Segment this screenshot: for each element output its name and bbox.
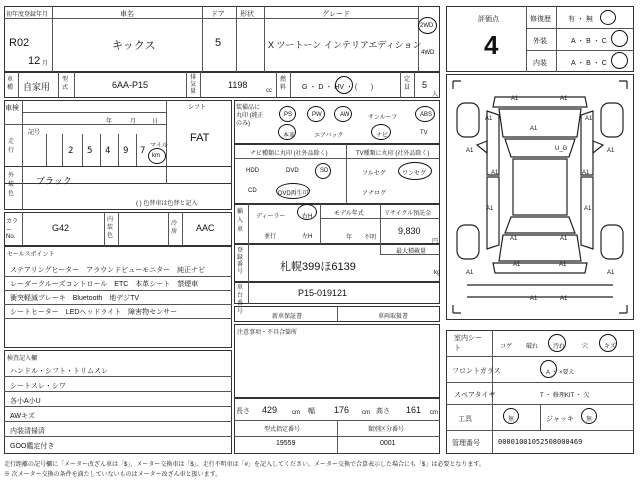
car-diagram <box>447 75 633 319</box>
colorno-label: カラーNo. <box>6 219 19 240</box>
import-label: 輸入車 <box>237 209 244 233</box>
record-label: 記号 <box>28 130 41 136</box>
spare-label: スペアタイヤ <box>454 392 496 399</box>
sales-label: セールスポイント <box>7 252 55 258</box>
model-year-label: モデル年式 <box>334 211 364 217</box>
nav-dvd-play: DVD再生可 <box>278 191 309 197</box>
seat-option: コゲ <box>500 344 513 350</box>
plate-label: 登録番号 <box>237 248 244 275</box>
seat-option: 破れ <box>526 344 539 350</box>
yen-unit: 円 <box>432 239 439 245</box>
interior-circle <box>611 52 628 69</box>
model-name: キックス <box>112 40 156 52</box>
damage-mark: A1 <box>530 296 538 302</box>
width-unit: cm <box>362 410 370 416</box>
nav-sd: SD <box>320 168 329 174</box>
chassis-value: P15-019121 <box>298 288 348 298</box>
mileage-digit: 9 <box>123 146 129 156</box>
jack-circle <box>581 408 597 424</box>
shift-value: FAT <box>190 132 210 144</box>
nav-title: ナビ種類に丸印 (社外品除く) <box>250 151 328 157</box>
ac-label: 冷房 <box>171 221 178 235</box>
insp-day: 日 <box>152 119 159 125</box>
seat-dirt-circle <box>548 334 566 352</box>
sales-line: ステアリングヒーター アラウンドビューモニター 純正ナビ <box>10 267 206 274</box>
insp-year: 年 <box>106 119 113 125</box>
grade-label: グレード <box>322 11 350 18</box>
type-cert-label: 型式指定番号 <box>264 427 301 433</box>
ac-value: AAC <box>196 223 215 233</box>
damage-mark: A1 <box>485 116 493 122</box>
grade-value: X ツートーン インテリアエディション <box>268 40 422 50</box>
equip-tv: TV <box>420 130 428 136</box>
equip-pw-circle <box>307 106 325 122</box>
plate-value: 札幌399ほ6139 <box>280 261 356 273</box>
interior-options: A ・ B ・ C <box>571 60 607 67</box>
door-label: ドア <box>211 11 225 18</box>
nav-sd-circle <box>315 163 331 179</box>
drive-4wd: 4WD <box>421 50 435 56</box>
glass-options: A ・ ×要え <box>546 370 575 376</box>
equip-ps-circle <box>279 106 296 122</box>
length-value: 429 <box>262 405 278 415</box>
tv-title: TV種類に丸印 (社外品除く) <box>356 151 430 157</box>
spare-options: T ・ 修理KIT ・ 欠 <box>540 393 590 399</box>
damage-mark: A1 <box>466 148 474 154</box>
capacity-value: 5 <box>422 80 428 90</box>
colorno-value: G42 <box>52 223 70 233</box>
damage-mark: A1 <box>607 270 615 276</box>
displacement-label: 排気量 <box>190 75 197 95</box>
damage-mark: A1 <box>491 170 499 176</box>
footer-line-1: 走行距離の記号欄に「メーター改ざん車は「$」、メーター交換車は「$」、走行不明車は「#」を記入してください。メーター交換で合算表示した場合にも「$」は必要となります。 <box>4 462 485 468</box>
repair-label: 修復歴 <box>530 16 551 23</box>
insp-month: 月 <box>130 119 137 125</box>
inspection-label: 車検 <box>5 105 19 112</box>
width-label: 幅 <box>308 408 315 415</box>
door-count: 5 <box>215 37 222 49</box>
kind-label: 車種 <box>7 77 14 91</box>
color-box <box>4 166 232 210</box>
damage-mark: A1 <box>582 170 590 176</box>
damage-mark: A1 <box>560 96 568 102</box>
damage-mark: A1 <box>530 126 538 132</box>
import-right-h: 右H <box>302 214 313 220</box>
mileage-label: 走行 <box>8 139 15 154</box>
seat-label: 室内シート <box>454 335 482 352</box>
repair-circle <box>600 10 616 25</box>
reg-year-value: R02 <box>9 37 30 49</box>
right-h-circle <box>297 204 317 220</box>
tools-circle <box>503 408 519 424</box>
seat-scratch-circle <box>599 334 617 352</box>
notes-label: 注意事項・不具合箇所 <box>237 330 298 336</box>
damage-mark: A1 <box>607 148 615 154</box>
height-unit: cm <box>430 410 438 416</box>
equip-navi-circle <box>371 124 391 140</box>
equip-ps: PS <box>284 112 293 118</box>
fuel-options: G ・ D ・ HV ・ ( ) <box>302 84 374 91</box>
seat-option: キズ <box>604 344 616 350</box>
equipment-title: 装備品に丸印 (純正のみ) <box>236 105 264 127</box>
repair-options: 有 ・ 無 <box>568 16 593 23</box>
management-label: 管理番号 <box>452 440 480 447</box>
glass-a-circle <box>540 360 557 378</box>
persons-unit: 人 <box>432 92 439 98</box>
interior-label: 内装 <box>533 60 547 67</box>
tv-analog: アナログ <box>362 191 387 197</box>
damage-mark: A1 <box>560 296 568 302</box>
height-label: 高さ <box>376 408 390 415</box>
damage-mark: A1 <box>560 236 568 242</box>
footer-line-2: ※ 次メーター交換の条件を満たしていないものはメーター改ざん車と扱います。 <box>4 472 222 478</box>
length-unit: cm <box>292 410 300 416</box>
type-cert-value: 19559 <box>276 440 296 447</box>
mile-label: マイル <box>150 143 168 149</box>
exterior-label: 外装 <box>533 38 547 45</box>
nav-cd: CD <box>248 188 257 194</box>
seat-option: 汚れ <box>553 344 566 350</box>
height-value: 161 <box>406 405 422 415</box>
month-unit: 月 <box>42 61 49 67</box>
equip-navi: ナビ <box>376 133 389 139</box>
katashiki-label: 型式 <box>62 77 69 91</box>
model-year-value: 不明 <box>364 235 377 241</box>
jack-value: 無 <box>586 417 593 423</box>
model-label: 車名 <box>120 11 134 18</box>
width-value: 176 <box>334 405 350 415</box>
drive-2wd: 2WD <box>420 23 434 29</box>
class-value: 0001 <box>380 440 396 447</box>
shape-label: 形状 <box>240 11 254 18</box>
damage-mark: A1 <box>559 262 567 268</box>
mileage-digit: 5 <box>87 146 93 156</box>
equip-leather: 本革 <box>283 133 296 139</box>
usage-type: 自家用 <box>23 82 51 92</box>
tv-oneseg: ワンセグ <box>402 171 427 177</box>
equip-aw-circle <box>334 106 352 122</box>
nav-hdd: HDD <box>246 168 259 174</box>
import-left-h: 左H <box>302 234 313 240</box>
km-circle <box>148 148 166 164</box>
damage-mark: A1 <box>513 262 521 268</box>
damage-mark: A1 <box>510 236 518 242</box>
damage-mark: A1 <box>486 206 494 212</box>
check-line: 内装清掃済 <box>10 428 45 435</box>
management-value: 00001001052508000469 <box>498 438 583 446</box>
color-label: 外装色 <box>8 173 15 197</box>
equip-airbag: エアバック <box>314 133 344 139</box>
fuel-label: 燃料 <box>280 77 287 91</box>
recycle-label: リサイクル預託金 <box>384 211 432 217</box>
import-parallel: 並行 <box>264 234 277 240</box>
nav-dvd: DVD <box>286 168 299 174</box>
exterior-options: A ・ B ・ C <box>571 38 607 45</box>
jack-label: ジャッキ <box>546 416 574 423</box>
score-label: 評価点 <box>478 16 499 23</box>
check-line: GOO鑑定付き <box>10 443 55 450</box>
sales-line: シートヒーター LEDヘッドライト 障害物センサー <box>10 309 178 316</box>
color-value: ブラック <box>36 176 72 186</box>
exterior-circle <box>611 30 628 47</box>
manual: 車両取扱書 <box>378 314 409 320</box>
tv-oneseg-circle <box>398 162 432 180</box>
equip-abs-circle <box>415 106 435 122</box>
tv-fullseg: フルセグ <box>362 171 386 177</box>
equip-abs: ABS <box>420 112 433 118</box>
model-year-unit: 年 <box>346 235 353 241</box>
fuel-hv-circle <box>335 76 353 94</box>
length-label: 長さ <box>236 408 250 415</box>
sales-line: 衝突軽減ブレーキ Bluetooth 地デジTV <box>10 295 140 302</box>
katashiki-value: 6AA-P15 <box>112 80 149 90</box>
glass-label: フロントガラス <box>452 368 501 375</box>
mileage-digit: 4 <box>105 146 111 156</box>
capacity-label: 定員 <box>404 77 411 91</box>
km-label: km <box>152 153 160 159</box>
damage-mark: A1 <box>511 96 519 102</box>
tools-label: 工具 <box>458 416 472 423</box>
tools-value: 無 <box>508 417 515 423</box>
reg-year-label: 初年度登録年月 <box>6 12 49 18</box>
class-label: 類別区分番号 <box>368 427 405 433</box>
sales-line: レーダークルーズコントロール ETC 本革シート 禁煙車 <box>10 281 199 288</box>
recycle-value: 9,830 <box>398 226 421 236</box>
cc-unit: cc <box>266 88 272 94</box>
equip-aw: AW <box>340 112 350 118</box>
drive-2wd-circle <box>418 17 437 34</box>
equip-pw: PW <box>312 112 322 118</box>
check-label: 検査記入欄 <box>7 356 38 362</box>
check-line: AWキズ <box>10 413 35 420</box>
reg-month-value: 12 <box>28 55 41 67</box>
seat-option: 穴 <box>582 344 589 350</box>
shift-label: シフト <box>188 105 207 111</box>
new-warranty: 新車保証書 <box>272 314 303 320</box>
color-note: ( ) 色替車は色替と記入 <box>136 201 198 207</box>
damage-mark: A1 <box>584 206 592 212</box>
interior-color-label: 内装色 <box>107 217 114 239</box>
score-value: 4 <box>484 30 499 60</box>
check-line: ハンドル・シフト・トリムスレ <box>10 368 108 375</box>
check-line: 各小A小U <box>10 398 41 405</box>
max-load-label: 最大積載量 <box>396 249 427 255</box>
inner-label: U_G <box>555 146 568 152</box>
import-dealer: ディーラー <box>256 214 286 220</box>
displacement-value: 1198 <box>228 80 248 90</box>
mileage-digit: 2 <box>68 146 74 156</box>
damage-mark: A1 <box>585 116 593 122</box>
damage-mark: A1 <box>466 270 474 276</box>
chassis-label: 車台番号 <box>237 285 244 315</box>
nav-dvd-play-circle <box>276 183 310 199</box>
mileage-digit: 7 <box>140 146 146 156</box>
equip-leather-circle <box>278 124 296 140</box>
kg-unit: kg <box>434 270 441 276</box>
equip-sunroof: サンルーフ <box>368 115 398 121</box>
check-line: シートスレ・シワ <box>10 383 66 390</box>
